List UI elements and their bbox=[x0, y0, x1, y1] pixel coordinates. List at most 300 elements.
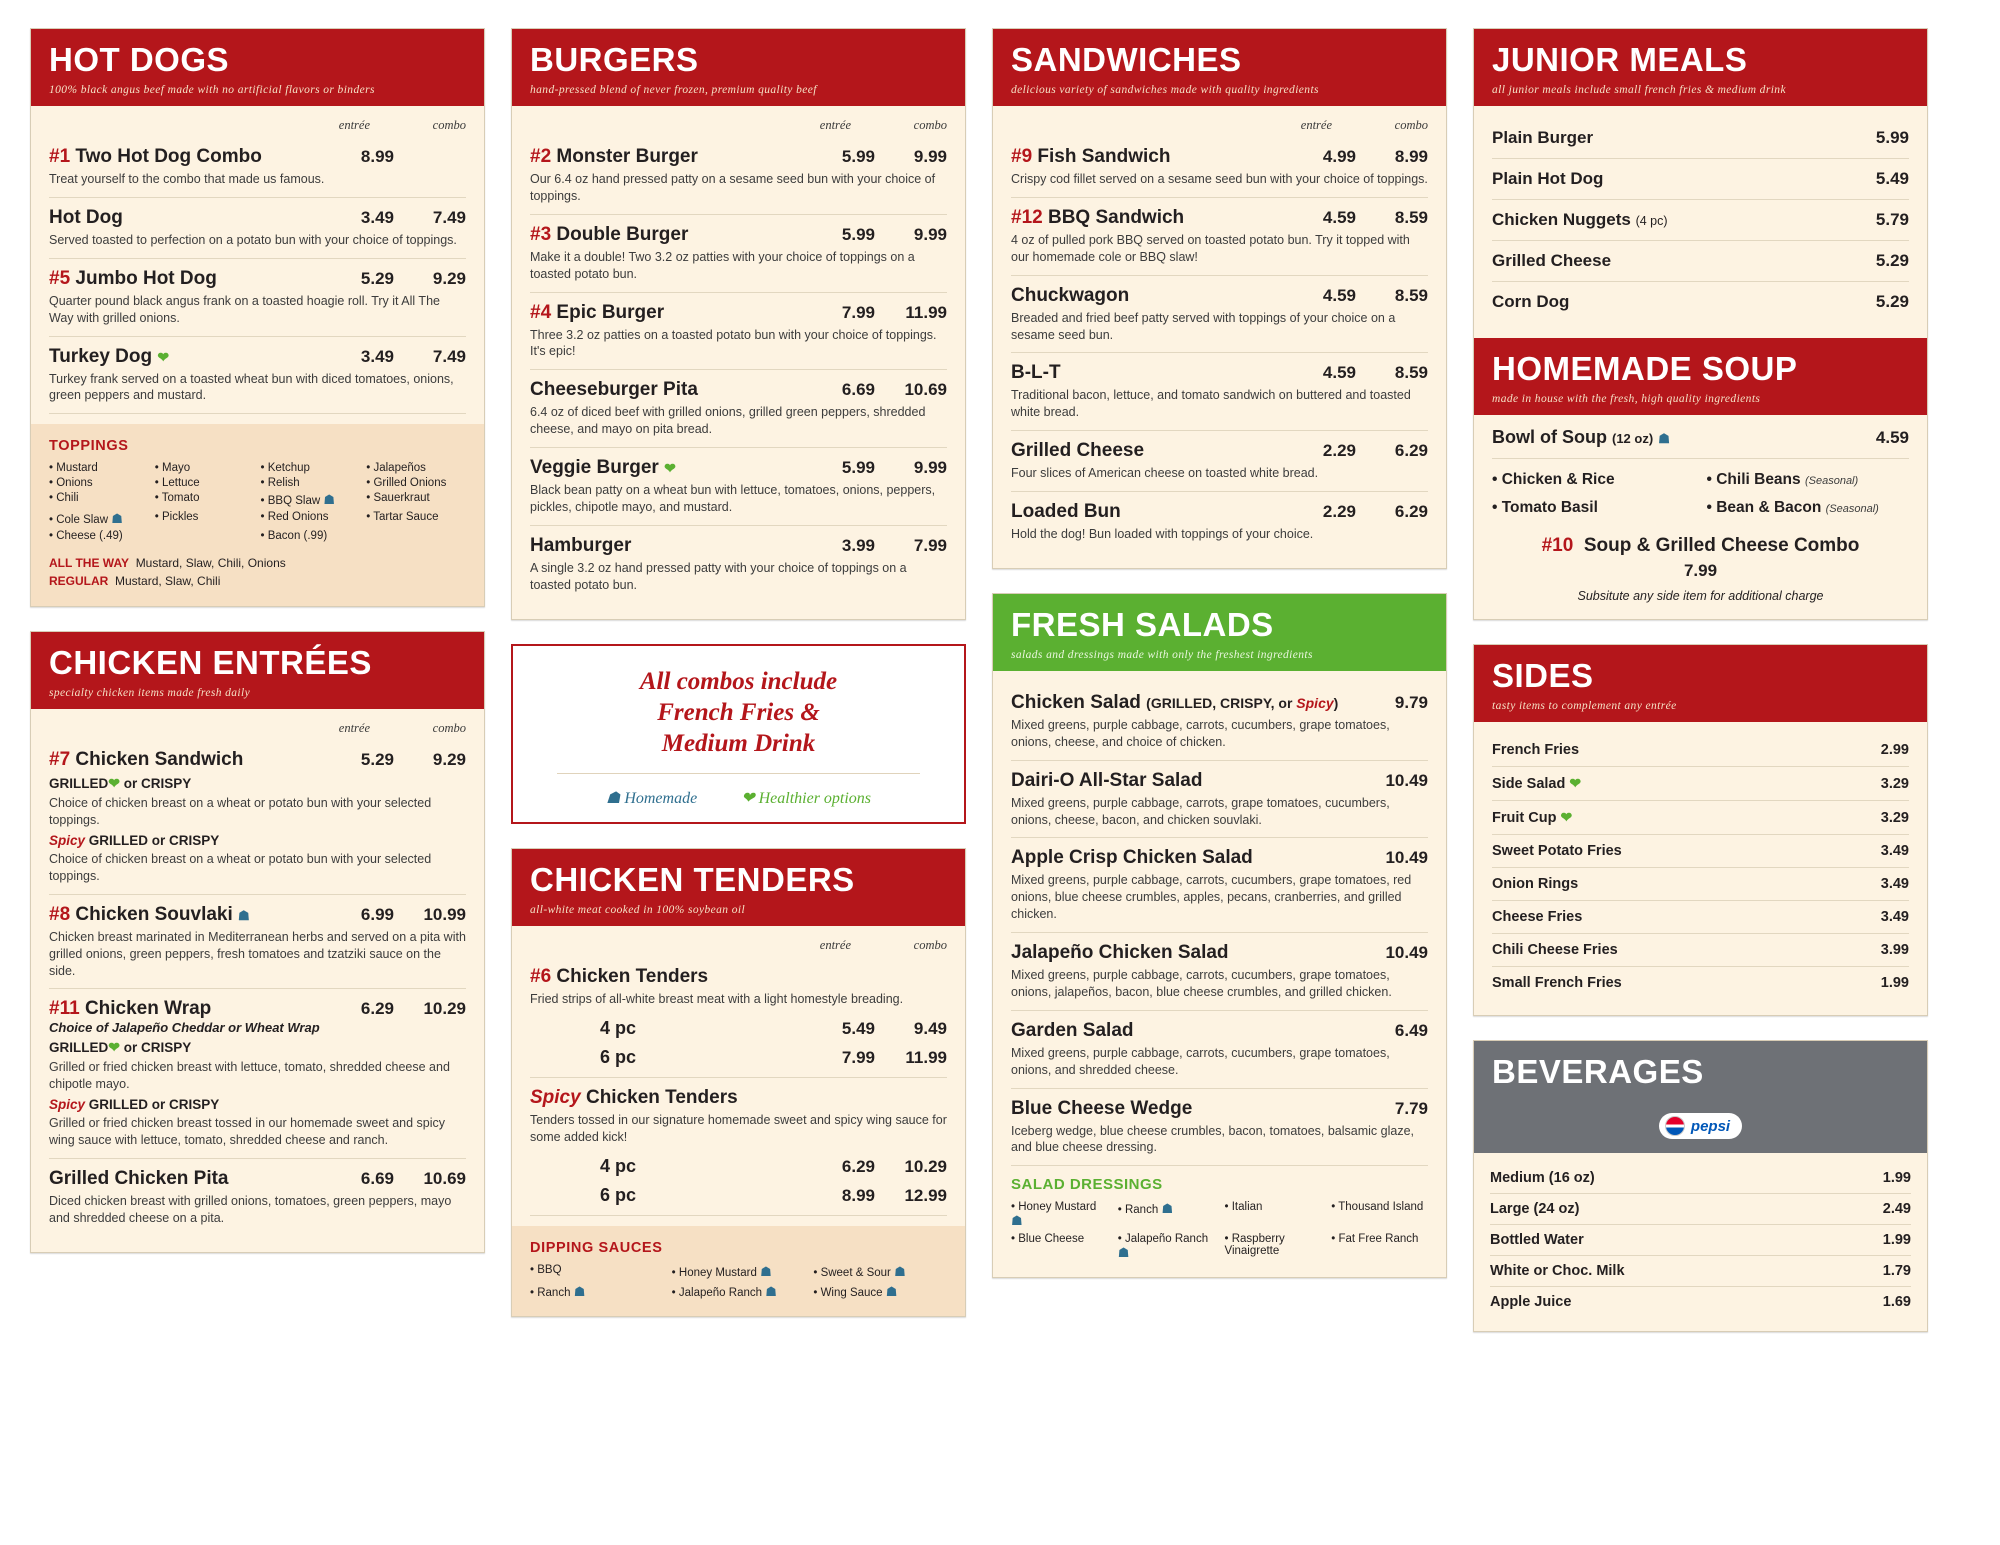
item-name: B-L-T bbox=[1011, 362, 1061, 384]
item-description: Mixed greens, purple cabbage, carrots, cucumbers, grape tomatoes, red onions, blue cheese crumbles, apples, pecans, cranberries, and grilled chicken. bbox=[1011, 873, 1412, 922]
item-name: #12 BBQ Sandwich bbox=[1011, 206, 1185, 228]
dipping-sauce: • Jalapeño Ranch ☗ bbox=[671, 1283, 777, 1299]
item-description: 4 oz of pulled pork BBQ served on toasted potato bun. Try it topped with our homemade cole or BBQ slaw! bbox=[1011, 232, 1410, 264]
item-description: Mixed greens, purple cabbage, carrots, grape tomatoes, cucumbers, onions, cheese, bacon, and chicken souvlaki. bbox=[1011, 795, 1390, 827]
item-name: Blue Cheese Wedge bbox=[1011, 1097, 1193, 1119]
dipping-sauce: • BBQ bbox=[530, 1263, 562, 1276]
legend-homemade: ☗ Homemade bbox=[605, 790, 698, 808]
toppings-box bbox=[31, 424, 484, 606]
column-right bbox=[1473, 28, 1928, 1332]
size-label: 4 pc bbox=[600, 1018, 637, 1039]
menu-item bbox=[1492, 282, 1909, 322]
toppings-title: TOPPINGS bbox=[49, 438, 129, 455]
item-combo-price: 7.49 bbox=[432, 207, 466, 227]
item-name: Garden Salad bbox=[1011, 1019, 1134, 1041]
menu-item bbox=[1492, 241, 1909, 282]
section-sides bbox=[1473, 644, 1928, 1016]
menu-item bbox=[1492, 118, 1909, 159]
dressing: • Ranch ☗ bbox=[1117, 1201, 1174, 1217]
item-price: 3.29 bbox=[1880, 775, 1909, 792]
item-combo-price: 9.99 bbox=[913, 458, 947, 477]
menu-item bbox=[1011, 492, 1428, 552]
item-name: Large (24 oz) bbox=[1490, 1201, 1580, 1217]
hot-dogs-body bbox=[31, 106, 484, 606]
burgers-body bbox=[512, 106, 965, 619]
item-description: Four slices of American cheese on toasted white bread. bbox=[1011, 466, 1319, 481]
item-price: 1.79 bbox=[1882, 1263, 1911, 1279]
healthier-icon: ❤ bbox=[1560, 809, 1573, 825]
legend bbox=[531, 788, 946, 808]
item-description: Crispy cod fillet served on a sesame seed bun with your choice of toppings. bbox=[1011, 172, 1428, 186]
healthier-icon: ❤ bbox=[157, 348, 170, 365]
menu-item bbox=[530, 526, 947, 603]
item-combo-price: 9.99 bbox=[913, 147, 947, 166]
homemade-icon: ☗ bbox=[605, 790, 621, 808]
section-fresh-salads bbox=[992, 593, 1447, 1278]
item-description: Three 3.2 oz patties on a toasted potato bun with your choice of toppings. It's epic! bbox=[530, 327, 937, 359]
divider bbox=[557, 773, 920, 774]
topping: • Grilled Onions bbox=[366, 477, 447, 490]
burgers-subtitle: hand-pressed blend of never frozen, premium quality beef bbox=[530, 84, 817, 96]
item-price: 4.59 bbox=[1875, 428, 1909, 447]
item-price: 10.49 bbox=[1385, 770, 1428, 790]
menu-item bbox=[1490, 1194, 1911, 1225]
item-name: Dairi-O All-Star Salad bbox=[1011, 769, 1203, 791]
item-name: Grilled Chicken Pita bbox=[49, 1167, 229, 1189]
item-entree-price: 5.99 bbox=[841, 458, 875, 477]
col-head-entree: entrée bbox=[338, 118, 370, 132]
all-the-way-label: ALL THE WAY bbox=[49, 556, 130, 571]
item-entree-price: 4.59 bbox=[1322, 363, 1356, 383]
item-name: Hamburger bbox=[530, 534, 632, 556]
menu-item bbox=[1011, 137, 1428, 198]
item-name: Grilled Cheese bbox=[1492, 251, 1612, 270]
menu-item bbox=[49, 337, 466, 415]
beverages-brand-area bbox=[1474, 1101, 1927, 1153]
size-combo-price: 9.49 bbox=[913, 1019, 947, 1039]
soup-title: HOMEMADE SOUP bbox=[1492, 350, 1798, 387]
hot-dogs-subtitle: 100% black angus beef made with no artificial flavors or binders bbox=[49, 84, 375, 96]
healthier-icon: ❤ bbox=[664, 460, 676, 476]
pepsi-logo bbox=[1659, 1113, 1742, 1139]
topping: • Tartar Sauce bbox=[366, 511, 439, 524]
topping: • Tomato bbox=[154, 492, 200, 505]
item-price: 1.99 bbox=[1882, 1232, 1911, 1248]
dipping-sauce: • Wing Sauce ☗ bbox=[813, 1283, 898, 1299]
item-name: #5 Jumbo Hot Dog bbox=[49, 267, 217, 289]
menu-item bbox=[530, 137, 947, 215]
item-name: Chicken Nuggets (4 pc) bbox=[1492, 210, 1668, 229]
item-entree-price: 5.29 bbox=[360, 268, 394, 288]
topping: • Pickles bbox=[154, 511, 199, 524]
regular-value: Mustard, Slaw, Chili bbox=[115, 574, 221, 589]
item-name: Turkey Dog ❤ bbox=[49, 345, 170, 367]
topping: • Relish bbox=[260, 477, 300, 490]
item-entree-price: 3.49 bbox=[360, 207, 394, 227]
homemade-icon: ☗ bbox=[1011, 1213, 1023, 1229]
salad-dressings bbox=[1011, 1176, 1428, 1261]
item-price: 3.49 bbox=[1880, 843, 1909, 859]
col-head-combo: combo bbox=[913, 938, 947, 953]
column-left bbox=[30, 28, 485, 1253]
item-name: Grilled Cheese bbox=[1011, 440, 1145, 462]
sandwiches-body bbox=[993, 106, 1446, 568]
item-name: Chili Cheese Fries bbox=[1492, 942, 1618, 958]
col-head-combo: combo bbox=[432, 118, 466, 132]
healthier-icon: ❤ bbox=[108, 1039, 120, 1056]
item-price: 10.49 bbox=[1385, 848, 1428, 868]
item-description: Iceberg wedge, blue cheese crumbles, bacon, tomatoes, balsamic glaze, and blue cheese dressing. bbox=[1011, 1123, 1415, 1155]
item-combo-price: 8.99 bbox=[1394, 147, 1428, 166]
menu-item bbox=[1492, 159, 1909, 200]
item-name: Cheese Fries bbox=[1492, 909, 1583, 925]
menu-item bbox=[1011, 431, 1428, 492]
item-entree-price: 2.29 bbox=[1322, 441, 1356, 461]
item-description: Quarter pound black angus frank on a toasted hoagie roll. Try it All The Way with grilled onions. bbox=[49, 293, 440, 325]
dressing: • Fat Free Ranch bbox=[1331, 1233, 1419, 1246]
item-name: Chicken Salad (GRILLED, CRISPY, or Spicy) bbox=[1011, 691, 1339, 713]
item-description: Grilled or fried chicken breast with lettuce, tomato, shredded cheese and chipotle mayo. bbox=[49, 1060, 450, 1092]
item-option: GRILLED❤ or CRISPY bbox=[49, 1039, 192, 1056]
pepsi-ball-icon bbox=[1665, 1116, 1685, 1136]
size-label: 6 pc bbox=[600, 1184, 637, 1205]
item-name: Side Salad ❤ bbox=[1492, 775, 1582, 792]
size-entree-price: 7.99 bbox=[841, 1048, 875, 1068]
item-description: Diced chicken breast with grilled onions, tomatoes, green peppers, mayo and shredded cheese on a pita. bbox=[49, 1193, 452, 1225]
item-name: Medium (16 oz) bbox=[1490, 1170, 1595, 1186]
item-name: Bowl of Soup (12 oz) ☗ bbox=[1492, 427, 1670, 447]
menu-item bbox=[49, 895, 466, 990]
item-entree-price: 2.29 bbox=[1322, 502, 1356, 521]
item-option: GRILLED❤ or CRISPY bbox=[49, 775, 192, 792]
item-name: Plain Burger bbox=[1492, 128, 1594, 147]
combos-line-2: French Fries & bbox=[657, 698, 820, 726]
item-option-spicy: Spicy GRILLED or CRISPY bbox=[49, 833, 220, 848]
item-name: #11 Chicken Wrap bbox=[49, 998, 212, 1020]
item-description: Make it a double! Two 3.2 oz patties with your choice of toppings on a toasted potato bun. bbox=[530, 249, 915, 281]
menu-item bbox=[1011, 1089, 1428, 1167]
healthier-icon: ❤ bbox=[1569, 775, 1582, 791]
sides-header bbox=[1474, 645, 1927, 722]
tenders-header bbox=[512, 849, 965, 926]
item-description: Mixed greens, purple cabbage, carrots, cucumbers, grape tomatoes, onions, jalapeños, bacon, blue cheese crumbles, and grilled chicken. bbox=[1011, 968, 1392, 999]
item-combo-price: 6.29 bbox=[1394, 502, 1428, 521]
item-price: 6.49 bbox=[1394, 1020, 1428, 1040]
chicken-subtitle: specialty chicken items made fresh daily bbox=[49, 687, 251, 700]
homemade-icon: ☗ bbox=[885, 1283, 898, 1299]
sides-body bbox=[1474, 722, 1927, 1015]
item-entree-price: 7.99 bbox=[841, 302, 875, 322]
item-price: 5.49 bbox=[1875, 169, 1909, 188]
soup-flavor: • Chicken & Rice bbox=[1492, 471, 1615, 488]
menu-item bbox=[1492, 934, 1909, 967]
item-price: 5.29 bbox=[1875, 251, 1909, 270]
item-price: 2.99 bbox=[1880, 742, 1909, 758]
item-name: French Fries bbox=[1492, 742, 1580, 758]
item-entree-price: 4.59 bbox=[1322, 207, 1356, 227]
item-description: 6.4 oz of diced beef with grilled onions, grilled green peppers, shredded cheese, and mayo on pita bread. bbox=[530, 405, 926, 437]
item-name: Apple Crisp Chicken Salad bbox=[1011, 847, 1253, 869]
menu-columns bbox=[30, 28, 1970, 1332]
soup-flavor: • Chili Beans (Seasonal) bbox=[1706, 471, 1859, 488]
column-third bbox=[992, 28, 1447, 1278]
item-description: Our 6.4 oz hand pressed patty on a sesame seed bun with your choice of toppings. bbox=[530, 172, 936, 203]
size-entree-price: 5.49 bbox=[841, 1019, 875, 1039]
section-chicken-tenders bbox=[511, 848, 966, 1317]
item-combo-price: 10.69 bbox=[423, 1168, 466, 1188]
col-head-entree: entrée bbox=[338, 721, 370, 736]
item-price: 1.99 bbox=[1882, 1170, 1911, 1186]
item-entree-price: 5.99 bbox=[841, 147, 875, 166]
item-description: Traditional bacon, lettuce, and tomato sandwich on buttered and toasted white bread. bbox=[1011, 388, 1411, 420]
col-head-combo: combo bbox=[1394, 118, 1428, 132]
item-description: Hold the dog! Bun loaded with toppings of your choice. bbox=[1011, 527, 1314, 541]
item-description: Choice of chicken breast on a wheat or potato bun with your selected toppings. bbox=[49, 852, 432, 883]
menu-item bbox=[530, 215, 947, 293]
item-price: 2.49 bbox=[1882, 1201, 1911, 1217]
item-description: Tenders tossed in our signature homemade sweet and spicy wing sauce for some added kick! bbox=[530, 1113, 947, 1144]
sandwiches-subtitle: delicious variety of sandwiches made with quality ingredients bbox=[1011, 84, 1319, 96]
topping-blank bbox=[155, 530, 255, 542]
soup-body bbox=[1474, 415, 1927, 619]
dipping-sauces-box bbox=[512, 1226, 965, 1316]
menu-item bbox=[530, 370, 947, 448]
menu-item bbox=[1492, 200, 1909, 241]
item-entree-price: 5.99 bbox=[841, 224, 875, 244]
menu-item bbox=[1011, 761, 1428, 839]
homemade-icon: ☗ bbox=[894, 1263, 906, 1279]
dipping-sauce: • Sweet & Sour ☗ bbox=[813, 1263, 906, 1279]
item-name: Sweet Potato Fries bbox=[1492, 843, 1622, 859]
menu-item bbox=[530, 1078, 947, 1216]
topping: • Jalapeños bbox=[366, 462, 426, 475]
item-description: Mixed greens, purple cabbage, carrots, cucumbers, grape tomatoes, onions, and shredded cheese. bbox=[1011, 1045, 1390, 1077]
col-head-entree: entrée bbox=[819, 118, 851, 132]
size-label: 6 pc bbox=[600, 1047, 637, 1068]
item-price: 5.99 bbox=[1875, 128, 1909, 147]
size-label: 4 pc bbox=[600, 1155, 637, 1176]
item-name: White or Choc. Milk bbox=[1490, 1263, 1625, 1279]
item-description: Fried strips of all-white breast meat with a light homestyle breading. bbox=[530, 992, 904, 1007]
dressings-grid bbox=[1011, 1201, 1428, 1261]
item-description: Served toasted to perfection on a potato bun with your choice of toppings. bbox=[49, 232, 457, 247]
salads-header bbox=[993, 594, 1446, 671]
item-combo-price: 10.69 bbox=[904, 380, 947, 400]
column-second bbox=[511, 28, 966, 1317]
dressings-title: SALAD DRESSINGS bbox=[1011, 1176, 1163, 1194]
pepsi-wordmark: pepsi bbox=[1690, 1117, 1731, 1135]
section-beverages bbox=[1473, 1040, 1928, 1332]
homemade-icon: ☗ bbox=[111, 511, 123, 527]
menu-item bbox=[1011, 933, 1428, 1011]
beverages-title: BEVERAGES bbox=[1492, 1053, 1704, 1090]
menu-item bbox=[1492, 734, 1909, 767]
menu-item bbox=[1490, 1163, 1911, 1194]
item-description: Treat yourself to the combo that made us famous. bbox=[49, 172, 325, 186]
size-entree-price: 8.99 bbox=[841, 1185, 875, 1205]
item-name: Corn Dog bbox=[1492, 292, 1570, 311]
menu-item bbox=[1011, 683, 1428, 761]
burgers-header bbox=[512, 29, 965, 106]
tenders-column-heads bbox=[530, 938, 947, 957]
item-name: #3 Double Burger bbox=[530, 223, 689, 245]
sides-subtitle: tasty items to complement any entrée bbox=[1492, 700, 1677, 712]
item-name: Chuckwagon bbox=[1011, 284, 1130, 306]
item-description: A single 3.2 oz hand pressed patty with your choice of toppings on a toasted potato bun. bbox=[530, 560, 907, 592]
item-name: #7 Chicken Sandwich bbox=[49, 749, 244, 771]
item-price: 1.99 bbox=[1880, 975, 1909, 991]
beverages-body bbox=[1474, 1153, 1927, 1331]
size-entree-price: 6.29 bbox=[841, 1156, 875, 1176]
item-name: Apple Juice bbox=[1490, 1294, 1572, 1310]
item-combo-price: 9.29 bbox=[432, 750, 466, 770]
item-price: 10.49 bbox=[1385, 943, 1428, 962]
section-junior-meals bbox=[1473, 28, 1928, 620]
soup-header bbox=[1474, 338, 1927, 415]
size-combo-price: 10.29 bbox=[904, 1156, 947, 1176]
junior-header bbox=[1474, 29, 1927, 106]
item-name: #2 Monster Burger bbox=[530, 146, 698, 167]
item-entree-price: 4.59 bbox=[1322, 285, 1356, 305]
menu-item bbox=[49, 259, 466, 337]
all-the-way-value: Mustard, Slaw, Chili, Onions bbox=[135, 556, 286, 571]
topping: • BBQ Slaw ☗ bbox=[260, 492, 336, 508]
item-name: Onion Rings bbox=[1492, 876, 1579, 892]
salads-body bbox=[993, 671, 1446, 1277]
dipping-grid bbox=[530, 1264, 947, 1300]
menu-item bbox=[1492, 967, 1909, 999]
topping: • Lettuce bbox=[154, 477, 200, 490]
item-name: Plain Hot Dog bbox=[1492, 169, 1604, 188]
soup-combo-note: Subsitute any side item for additional charge bbox=[1577, 589, 1824, 603]
item-combo-price: 7.99 bbox=[913, 535, 947, 555]
item-name: Cheeseburger Pita bbox=[530, 379, 698, 401]
item-description: Breaded and fried beef patty served with toppings of your choice on a sesame seed bun. bbox=[1011, 310, 1396, 342]
menu-item bbox=[1011, 198, 1428, 276]
menu-item bbox=[1011, 276, 1428, 354]
menu-item bbox=[49, 198, 466, 259]
chicken-title: CHICKEN ENTRÉES bbox=[49, 644, 372, 682]
item-combo-price: 9.99 bbox=[913, 224, 947, 244]
menu-item bbox=[1011, 353, 1428, 431]
item-description: Choice of chicken breast on a wheat or potato bun with your selected toppings. bbox=[49, 796, 432, 828]
junior-title: JUNIOR MEALS bbox=[1492, 41, 1748, 78]
tenders-title: CHICKEN TENDERS bbox=[530, 861, 855, 899]
item-name: #6 Chicken Tenders bbox=[530, 966, 709, 988]
item-price: 7.79 bbox=[1394, 1098, 1428, 1118]
item-name: #4 Epic Burger bbox=[530, 301, 665, 323]
item-combo-price: 10.99 bbox=[423, 904, 466, 924]
item-description: Turkey frank served on a toasted wheat bun with diced tomatoes, onions, green peppers and mustard. bbox=[49, 371, 454, 403]
menu-item bbox=[1490, 1225, 1911, 1256]
soup-flavors bbox=[1492, 471, 1909, 517]
col-head-combo: combo bbox=[913, 118, 947, 132]
topping: • Sauerkraut bbox=[366, 492, 430, 505]
soup-flavor: • Bean & Bacon (Seasonal) bbox=[1706, 499, 1879, 516]
topping: • Chili bbox=[49, 492, 79, 505]
item-name: Loaded Bun bbox=[1011, 501, 1121, 522]
dressing: • Blue Cheese bbox=[1011, 1233, 1085, 1246]
soup-combo-price: 7.99 bbox=[1683, 561, 1718, 580]
menu-item bbox=[1492, 801, 1909, 835]
item-name: Fruit Cup ❤ bbox=[1492, 809, 1573, 826]
tenders-subtitle: all-white meat cooked in 100% soybean oil bbox=[530, 904, 746, 917]
col-head-entree: entrée bbox=[1300, 118, 1332, 132]
item-name: Bottled Water bbox=[1490, 1232, 1584, 1248]
topping-blank bbox=[366, 530, 466, 542]
item-combo-price: 10.29 bbox=[423, 999, 466, 1019]
item-combo-price: 7.49 bbox=[432, 346, 466, 366]
salads-subtitle: salads and dressings made with only the freshest ingredients bbox=[1011, 648, 1313, 661]
salads-title: FRESH SALADS bbox=[1011, 605, 1274, 643]
menu-item bbox=[1492, 868, 1909, 901]
item-price: 3.29 bbox=[1880, 809, 1909, 826]
menu-item bbox=[1490, 1256, 1911, 1287]
hot-dogs-title: HOT DOGS bbox=[49, 41, 230, 78]
dressing: • Thousand Island bbox=[1331, 1201, 1424, 1214]
item-description: Black bean patty on a wheat bun with lettuce, tomatoes, onions, peppers, pickles, chipotle mayo, and mustard. bbox=[530, 483, 936, 514]
dipping-sauce: • Ranch ☗ bbox=[530, 1283, 586, 1299]
menu-item bbox=[1011, 838, 1428, 933]
menu-item bbox=[1492, 901, 1909, 934]
item-name: #1 Two Hot Dog Combo bbox=[49, 146, 262, 167]
item-name: Hot Dog bbox=[49, 206, 123, 228]
item-price: 5.79 bbox=[1875, 210, 1909, 229]
item-price: 1.69 bbox=[1882, 1294, 1911, 1310]
size-combo-price: 11.99 bbox=[905, 1048, 947, 1068]
combos-callout bbox=[511, 644, 966, 825]
item-price: 5.29 bbox=[1875, 292, 1909, 311]
soup-combo bbox=[1492, 535, 1909, 603]
item-entree-price: 6.69 bbox=[360, 1168, 394, 1188]
menu-item bbox=[1492, 835, 1909, 868]
junior-body bbox=[1474, 106, 1927, 338]
topping: • Onions bbox=[49, 477, 93, 490]
item-description: Chicken breast marinated in Mediterranean herbs and served on a pita with grilled onions, green peppers, fresh tomatoes and tzatziki sauce on the side. bbox=[49, 929, 466, 978]
item-combo-price: 8.59 bbox=[1394, 285, 1428, 305]
item-name: Spicy Chicken Tenders bbox=[530, 1087, 738, 1109]
junior-subtitle: all junior meals include small french fries & medium drink bbox=[1492, 84, 1786, 96]
soup-flavor: • Tomato Basil bbox=[1492, 499, 1598, 516]
regular-label: REGULAR bbox=[49, 574, 109, 589]
section-hot-dogs bbox=[30, 28, 485, 607]
item-entree-price: 3.49 bbox=[360, 346, 394, 366]
topping: • Red Onions bbox=[260, 511, 329, 524]
topping: • Cole Slaw ☗ bbox=[49, 511, 123, 527]
dressing: • Italian bbox=[1224, 1201, 1263, 1214]
item-combo-price: 8.59 bbox=[1394, 363, 1428, 383]
homemade-icon: ☗ bbox=[1117, 1245, 1130, 1261]
menu-item bbox=[49, 137, 466, 198]
menu-item bbox=[49, 1159, 466, 1236]
section-burgers bbox=[511, 28, 966, 620]
healthier-icon: ❤ bbox=[108, 775, 120, 792]
hot-dogs-header bbox=[31, 29, 484, 106]
homemade-icon: ☗ bbox=[573, 1283, 586, 1299]
menu-item bbox=[530, 448, 947, 526]
burgers-column-heads bbox=[530, 118, 947, 137]
soup-bowl-row bbox=[1492, 427, 1909, 459]
tenders-body bbox=[512, 926, 965, 1316]
item-name: Jalapeño Chicken Salad bbox=[1011, 942, 1229, 963]
soup-subtitle: made in house with the fresh, high quality ingredients bbox=[1492, 393, 1761, 405]
item-entree-price: 3.99 bbox=[841, 535, 875, 555]
homemade-icon: ☗ bbox=[765, 1283, 777, 1299]
item-entree-price: 4.99 bbox=[1322, 147, 1356, 166]
soup-combo-name: #10 Soup & Grilled Cheese Combo bbox=[1541, 535, 1860, 556]
topping: • Bacon (.99) bbox=[260, 530, 328, 543]
sandwiches-column-heads bbox=[1011, 118, 1428, 137]
